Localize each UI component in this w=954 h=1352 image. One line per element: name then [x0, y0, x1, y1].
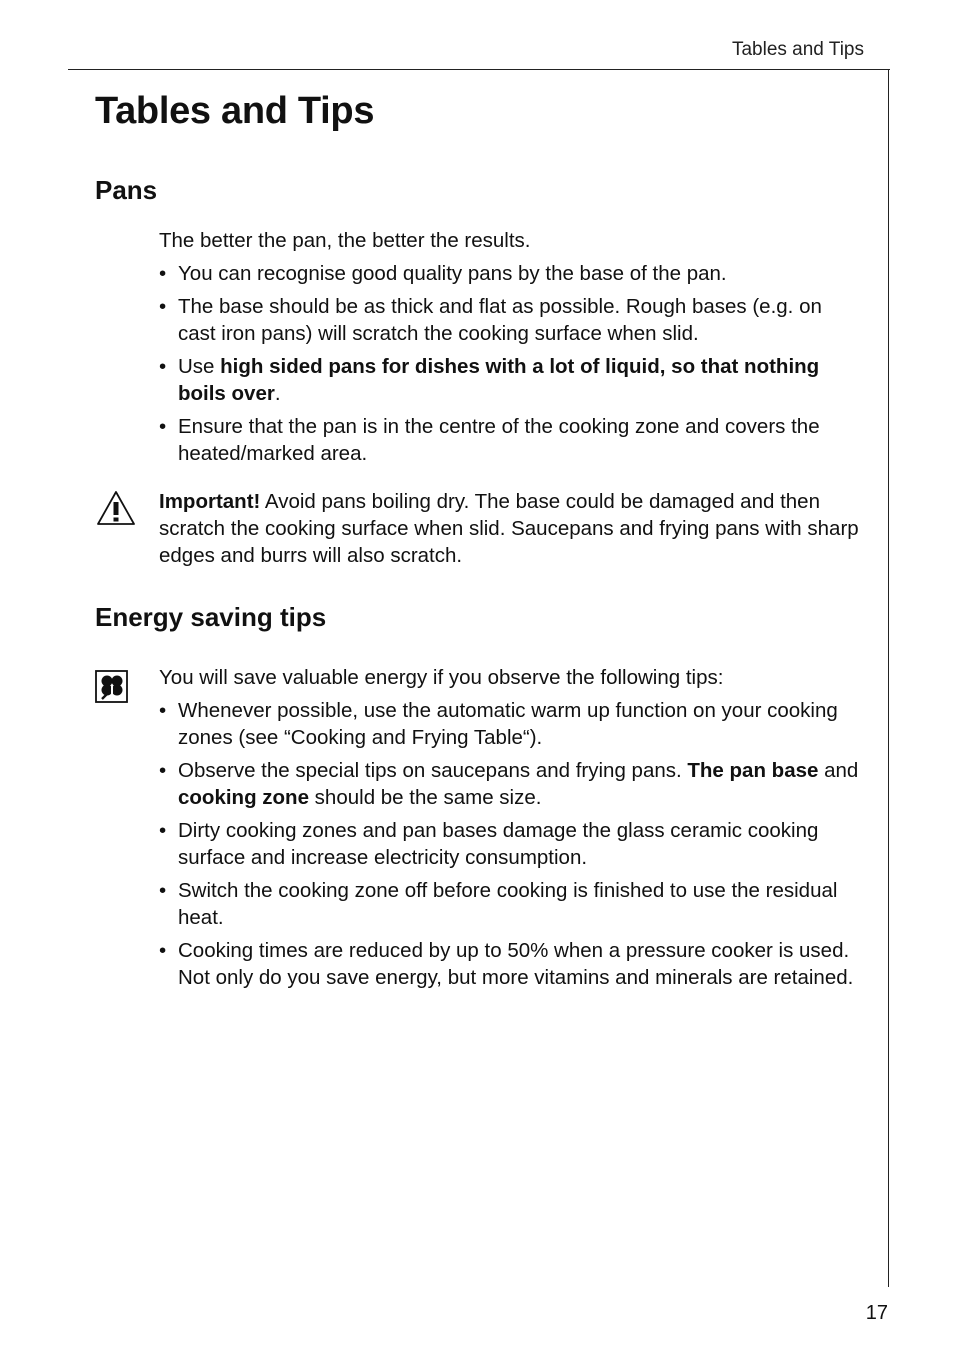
pans-heading: Pans: [95, 175, 158, 205]
list-item: • Use high sided pans for dishes with a lot of liquid, so that nothing boils over.: [159, 353, 864, 407]
energy-list: [159, 697, 864, 991]
header-rule: [68, 69, 890, 70]
page-title: Tables and Tips: [95, 90, 375, 132]
pans-intro: The better the pan, the better the results.: [159, 229, 531, 252]
list-item: • Cooking times are reduced by up to 50% when a pressure cooker is used. Not only do you save energy, but more vitamins and minerals are retained.: [159, 937, 864, 991]
list-item: • The base should be as thick and flat as possible. Rough bases (e.g. on cast iron pans) will scratch the cooking surface when slid.: [159, 293, 864, 347]
warning-note: [159, 488, 864, 569]
warning-triangle-icon: [95, 489, 137, 527]
environment-leaf-icon: [95, 670, 128, 703]
pans-section: [159, 227, 864, 467]
energy-section: [159, 664, 864, 991]
list-item: • Dirty cooking zones and pan bases damage the glass ceramic cooking surface and increase electricity consumption.: [159, 817, 864, 871]
list-item: • Ensure that the pan is in the centre of the cooking zone and covers the heated/marked area.: [159, 413, 864, 467]
important-label: Important!: [159, 490, 261, 513]
list-item: • Observe the special tips on saucepans and frying pans. The pan base and cooking zone should be the same size.: [159, 757, 864, 811]
list-item: • You can recognise good quality pans by the base of the pan.: [159, 260, 864, 287]
pans-list: [159, 260, 864, 467]
list-item: • Whenever possible, use the automatic warm up function on your cooking zones (see “Cooking and Frying Table“).: [159, 697, 864, 751]
side-rule: [888, 69, 889, 1287]
running-header: Tables and Tips: [731, 39, 864, 60]
energy-heading: Energy saving tips: [95, 602, 327, 632]
list-item: • Switch the cooking zone off before cooking is finished to use the residual heat.: [159, 877, 864, 931]
warning-text: Avoid pans boiling dry. The base could be damaged and then scratch the cooking surface when slid. Saucepans and frying pans with sharp edges and burrs will also scratch.: [159, 490, 859, 567]
energy-intro: You will save valuable energy if you observe the following tips:: [159, 666, 724, 689]
page-number: 17: [865, 1302, 888, 1324]
